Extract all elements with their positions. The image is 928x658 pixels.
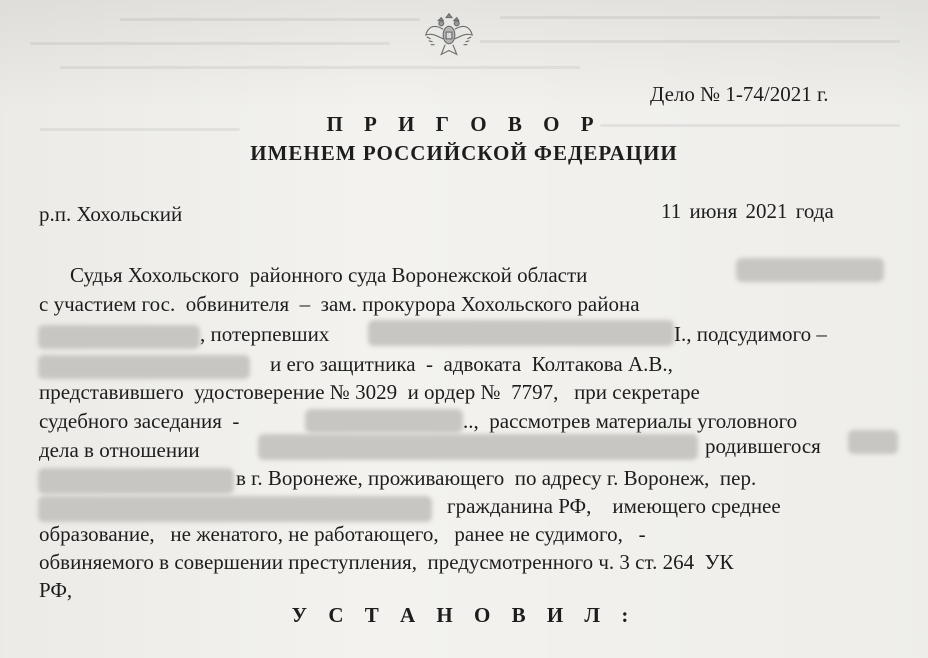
body-line-2: с участием гос. обвинителя – зам. прокурора Хохольского района <box>39 292 640 316</box>
body-line-7a: дела в отношении <box>39 438 200 462</box>
document-subtitle: ИМЕНЕМ РОССИЙСКОЙ ФЕДЕРАЦИИ <box>250 141 678 165</box>
body-line-5: представившего удостоверение № 3029 и ордер № 7797, при секретаре <box>39 380 700 404</box>
redaction-block <box>38 325 200 349</box>
body-line-10: образование, не женатого, не работающего, ранее не судимого, - <box>39 522 646 546</box>
document-title: П Р И Г О В О Р <box>326 112 602 136</box>
redaction-block <box>258 434 698 460</box>
body-line-4: и его защитника - адвоката Колтакова А.В., <box>270 352 673 376</box>
issue-date: 11 июня 2021 года <box>661 199 834 223</box>
body-line-1: Судья Хохольского районного суда Воронежской области <box>70 263 588 287</box>
body-line-8: в г. Воронеже, проживающего по адресу г. Воронеж, пер. <box>236 466 757 490</box>
redaction-block <box>38 468 234 494</box>
redaction-block <box>305 409 463 433</box>
body-line-6a: судебного заседания - <box>39 409 240 433</box>
body-line-3a: , потерпевших <box>200 322 330 346</box>
redaction-block <box>736 258 884 282</box>
redaction-block <box>848 430 898 454</box>
section-heading: У С Т А Н О В И Л : <box>291 603 637 627</box>
body-line-9: гражданина РФ, имеющего среднее <box>447 494 781 518</box>
emblem-icon <box>420 6 478 64</box>
place-of-issue: р.п. Хохольский <box>39 202 183 226</box>
redaction-block <box>38 496 432 522</box>
body-line-11: обвиняемого в совершении преступления, предусмотренного ч. 3 ст. 264 УК <box>39 550 734 574</box>
redaction-block <box>38 355 250 379</box>
redaction-block <box>368 320 674 346</box>
body-line-6b: .., рассмотрев материалы уголовного <box>463 409 798 433</box>
body-line-3b: I., подсудимого – <box>674 322 827 346</box>
body-line-7b: родившегося <box>705 434 821 458</box>
body-line-12: РФ, <box>39 578 73 602</box>
case-number: Дело № 1-74/2021 г. <box>650 82 829 106</box>
